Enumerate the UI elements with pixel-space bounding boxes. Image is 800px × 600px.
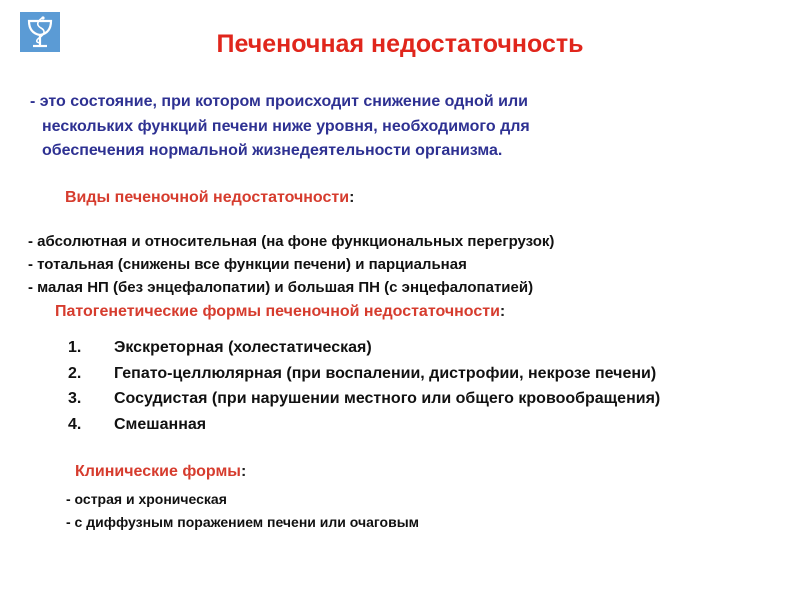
list-number: 2. — [68, 364, 82, 382]
list-text: Экскреторная (холестатическая) — [114, 339, 372, 356]
types-heading — [65, 189, 354, 207]
list-item: - абсолютная и относительная (на фоне функциональных перегрузок) — [28, 233, 555, 250]
page-title: Печеночная недостаточность — [216, 30, 584, 58]
list-item — [68, 412, 660, 438]
types-heading-text: Виды печеночной недостаточности — [65, 189, 350, 206]
definition-line: обеспечения нормальной жизнедеятельности организма. — [42, 142, 503, 159]
definition-line: нескольких функций печени ниже уровня, необходимого для — [42, 117, 530, 135]
list-item — [68, 335, 660, 361]
types-list — [28, 230, 554, 299]
list-number: 1. — [68, 339, 82, 356]
list-number: 3. — [68, 390, 82, 407]
clinical-list — [66, 488, 419, 534]
clinical-heading-text: Клинические формы — [75, 463, 241, 480]
list-item — [68, 361, 660, 387]
list-item: - с диффузным поражением печени или очаговым — [66, 514, 420, 530]
list-item: - острая и хроническая — [66, 491, 227, 507]
definition-line: - это состояние, при котором происходит снижение одной или — [30, 93, 528, 110]
list-text: Сосудистая (при нарушении местного или общего кровообращения) — [114, 390, 661, 407]
clinical-heading — [75, 463, 246, 481]
pathogenetic-heading-colon: : — [499, 303, 506, 320]
list-text: Смешанная — [114, 415, 207, 433]
types-heading-colon: : — [349, 189, 355, 206]
pathogenetic-heading-text: Патогенетические формы печеночной недостаточности — [55, 303, 500, 320]
list-item — [68, 386, 660, 412]
pathogenetic-list — [68, 335, 660, 437]
pathogenetic-heading — [55, 303, 505, 321]
clinical-heading-colon: : — [240, 463, 247, 480]
definition-text — [30, 90, 680, 164]
list-text: Гепато-целлюлярная (при воспалении, дистрофии, некрозе печени) — [114, 364, 657, 382]
list-item: - малая НП (без энцефалопатии) и большая ПН (с энцефалопатией) — [28, 279, 534, 296]
list-item: - тотальная (снижены все функции печени) и парциальная — [28, 256, 467, 273]
list-number: 4. — [68, 415, 82, 433]
